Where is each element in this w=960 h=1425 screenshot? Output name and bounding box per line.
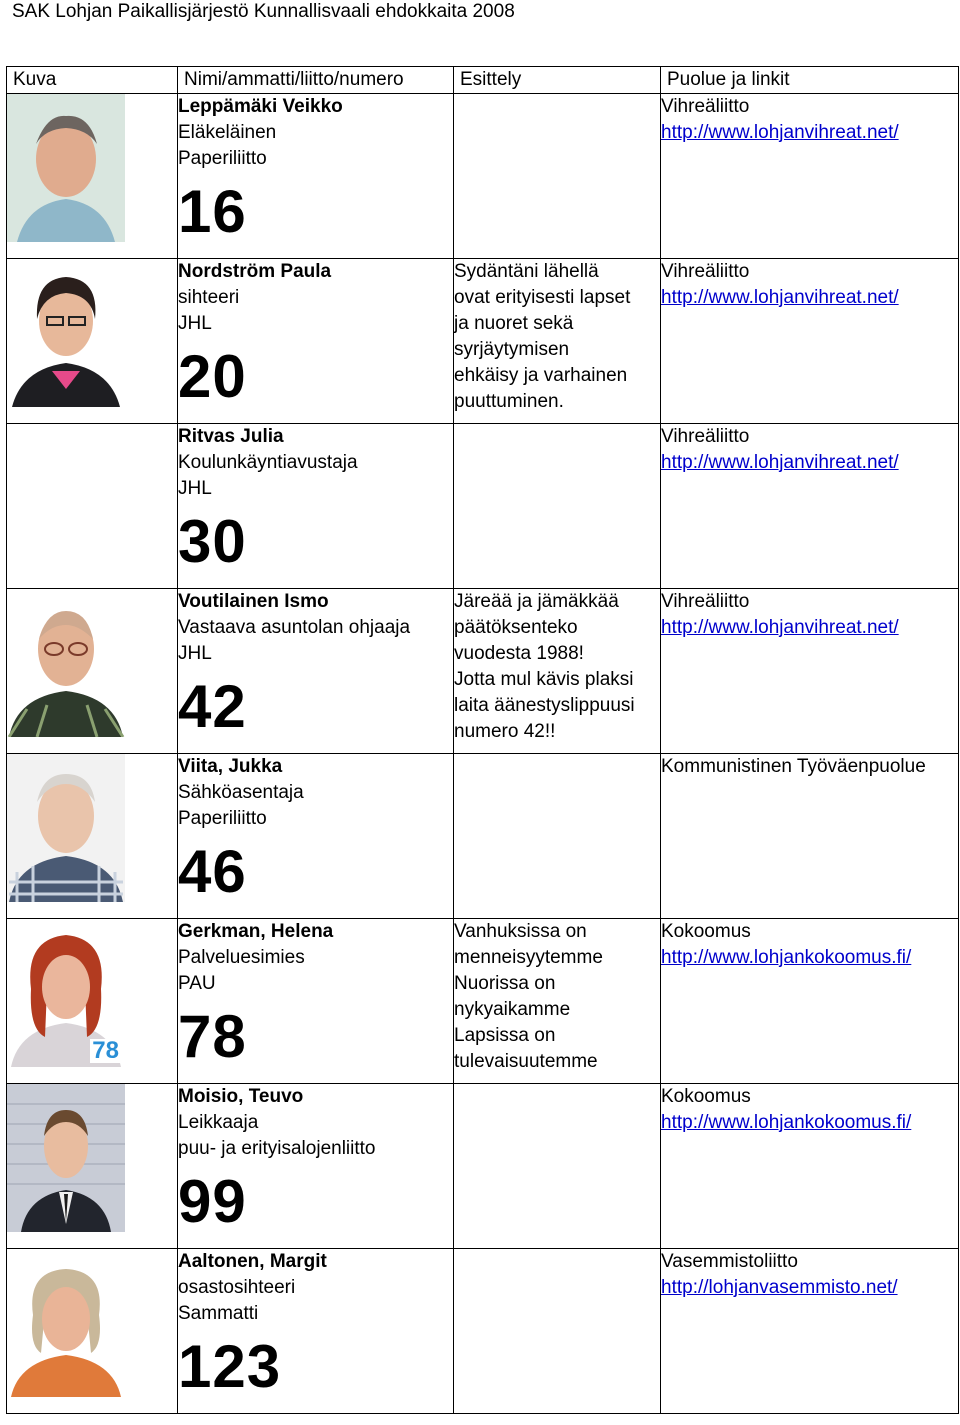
photo-cell [7,259,178,424]
candidate-info [178,424,454,589]
candidate-name: Ritvas Julia [178,426,284,447]
header-party: Puolue ja linkit [661,67,959,94]
intro-line: nykyaikamme [454,999,571,1020]
candidate-info [178,1249,454,1414]
candidate-job: Sähköasentaja [178,782,304,803]
candidate-number: 123 [178,1333,282,1400]
candidate-union: JHL [178,643,212,664]
candidate-info [178,259,454,424]
candidate-party [661,1249,959,1414]
candidate-union: JHL [178,478,212,499]
party-link[interactable]: http://www.lohjankokoomus.fi/ [661,1112,912,1133]
table-row [7,589,959,754]
candidate-union: Paperiliitto [178,808,267,829]
intro-line: numero 42!! [454,721,556,742]
intro-line: puuttuminen. [454,391,564,412]
party-link[interactable]: http://www.lohjanvihreat.net/ [661,617,899,638]
candidate-intro [454,1249,661,1414]
candidate-job: sihteeri [178,287,240,308]
candidate-name: Aaltonen, Margit [178,1251,327,1272]
candidate-job: Vastaava asuntolan ohjaaja [178,617,411,638]
party-link[interactable]: http://www.lohjanvihreat.net/ [661,452,899,473]
intro-line: Jotta mul kävis plaksi [454,669,634,690]
candidate-party [661,94,959,259]
photo-cell [7,424,178,589]
candidate-info [178,94,454,259]
table-row [7,919,959,1084]
photo-cell [7,94,178,259]
candidate-photo [7,919,125,1067]
candidate-number: 30 [178,508,247,575]
candidate-photo [7,589,125,737]
candidate-union: PAU [178,973,216,994]
candidate-intro [454,424,661,589]
intro-line: Lapsissa on [454,1025,556,1046]
candidate-photo [7,1084,125,1232]
candidate-number: 42 [178,673,247,740]
table-row [7,424,959,589]
party-name: Kokoomus [661,921,751,942]
intro-line: Järeää ja jämäkkää [454,591,619,612]
candidate-name: Leppämäki Veikko [178,96,343,117]
party-link[interactable]: http://www.lohjankokoomus.fi/ [661,947,912,968]
party-link[interactable]: http://lohjanvasemmisto.net/ [661,1277,898,1298]
candidate-intro [454,1084,661,1249]
header-photo: Kuva [7,67,178,94]
party-link[interactable]: http://www.lohjanvihreat.net/ [661,287,899,308]
table-header-row [7,67,959,94]
intro-line: päätöksenteko [454,617,578,638]
candidate-name: Voutilainen Ismo [178,591,329,612]
party-name: Vihreäliitto [661,261,750,282]
header-name: Nimi/ammatti/liitto/numero [178,67,454,94]
candidate-number: 99 [178,1168,247,1235]
candidate-number: 46 [178,838,247,905]
candidate-intro [454,259,661,424]
candidate-photo [7,754,125,902]
candidate-union: Paperiliitto [178,148,267,169]
candidate-name: Moisio, Teuvo [178,1086,304,1107]
table-row [7,754,959,919]
candidate-job: osastosihteeri [178,1277,296,1298]
candidate-intro [454,919,661,1084]
candidate-party [661,919,959,1084]
photo-cell [7,589,178,754]
photo-cell [7,754,178,919]
intro-line: laita äänestyslippuusi [454,695,635,716]
table-row [7,259,959,424]
party-name: Kommunistinen Työväenpuolue [661,756,926,777]
intro-line: vuodesta 1988! [454,643,584,664]
intro-line: ja nuoret sekä [454,313,574,334]
table-row [7,1084,959,1249]
candidate-info [178,1084,454,1249]
photo-cell [7,1249,178,1414]
candidate-number: 16 [178,178,247,245]
party-name: Kokoomus [661,1086,751,1107]
party-name: Vihreäliitto [661,96,750,117]
party-name: Vasemmistoliitto [661,1251,798,1272]
header-intro: Esittely [454,67,661,94]
candidate-info [178,754,454,919]
table-row [7,1249,959,1414]
candidate-party [661,589,959,754]
candidate-photo [7,1249,125,1397]
intro-line: Nuorissa on [454,973,556,994]
candidate-union: Sammatti [178,1303,259,1324]
candidate-party [661,424,959,589]
candidate-name: Viita, Jukka [178,756,283,777]
photo-cell [7,919,178,1084]
candidate-name: Gerkman, Helena [178,921,334,942]
intro-line: Vanhuksissa on [454,921,587,942]
candidate-intro [454,589,661,754]
candidate-job: Leikkaaja [178,1112,259,1133]
party-name: Vihreäliitto [661,426,750,447]
page-title: SAK Lohjan Paikallisjärjestö Kunnallisvaali ehdokkaita 2008 [12,1,515,22]
photo-cell [7,1084,178,1249]
candidate-name: Nordström Paula [178,261,332,282]
table-row [7,94,959,259]
candidate-job: Koulunkäyntiavustaja [178,452,358,473]
candidate-party [661,754,959,919]
candidate-info [178,919,454,1084]
intro-line: syrjäytymisen [454,339,570,360]
intro-line: ehkäisy ja varhainen [454,365,628,386]
candidate-union: puu- ja erityisalojenliitto [178,1138,376,1159]
intro-line: menneisyytemme [454,947,603,968]
candidate-party [661,259,959,424]
candidate-number: 78 [178,1003,247,1070]
candidate-intro [454,754,661,919]
candidate-intro [454,94,661,259]
candidate-union: JHL [178,313,212,334]
party-name: Vihreäliitto [661,591,750,612]
candidate-info [178,589,454,754]
candidate-party [661,1084,959,1249]
intro-line: Sydäntäni lähellä [454,261,599,282]
intro-line: tulevaisuutemme [454,1051,598,1072]
photo-number-badge: 78 [92,1037,119,1064]
candidate-job: Palveluesimies [178,947,305,968]
candidate-photo [7,259,125,407]
candidate-table [6,66,959,1414]
candidate-photo [7,94,125,242]
intro-line: ovat erityisesti lapset [454,287,631,308]
party-link[interactable]: http://www.lohjanvihreat.net/ [661,122,899,143]
candidate-number: 20 [178,343,247,410]
candidate-job: Eläkeläinen [178,122,277,143]
